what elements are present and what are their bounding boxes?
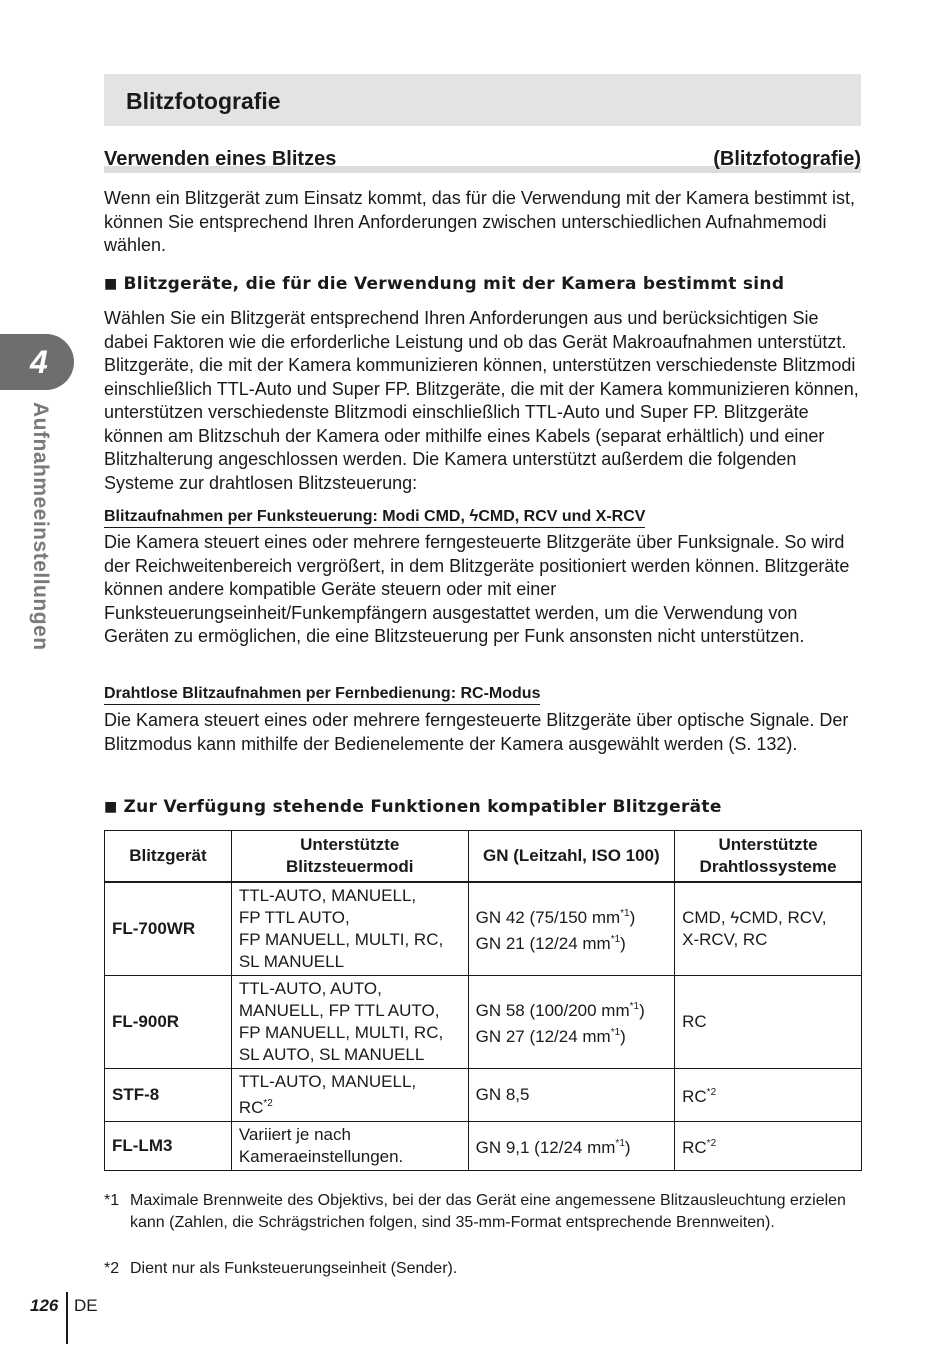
modes-cell: Variiert je nach Kameraeinstellungen.: [231, 1122, 468, 1171]
flash-compatibility-table: [104, 830, 862, 1171]
radio-control-paragraph: Die Kamera steuert eines oder mehrere ferngesteuerte Blitzgeräte über Funksignale. So wird der Reichweitenbereich vergrößert, in dem Blitzgeräte positioniert werden können. Blitzgeräte können andere kompatible Geräte steuern oder mit einer Funksteuerungseinheit/Funkempfängern ausgestattet werden, um die Verwendung von Geräten zu ermöglichen, die eine Blitzsteuerung per Funk ansonsten nicht unterstützen.: [104, 532, 850, 646]
model-cell: FL-700WR: [105, 882, 232, 976]
chapter-tab: [0, 334, 74, 390]
footnote-text: Dient nur als Funksteuerungseinheit (Sender).: [130, 1260, 458, 1277]
column-header-modes: Unterstützte Blitzsteuermodi: [231, 831, 468, 883]
subsection-heading-compatible-flashes: [104, 274, 784, 294]
column-header-model: Blitzgerät: [105, 831, 232, 883]
radio-control-heading: [104, 506, 645, 528]
section-title-right: (Blitzfotografie): [713, 148, 861, 170]
section-title-left: Verwenden eines Blitzes: [104, 148, 337, 170]
gn-cell: GN 58 (100/200 mm$^{*1}$) GN 27 (12/24 mm$^{*1}$): [468, 976, 675, 1069]
page-number-divider: [66, 1292, 68, 1344]
column-header-gn: GN (Leitzahl, ISO 100): [468, 831, 675, 883]
radio-control-heading-text-b: CMD, RCV und X-RCV: [478, 508, 646, 525]
wireless-cell: RC$^{*2}$: [675, 1122, 862, 1171]
wireless-cell: RC$^{*2}$: [675, 1069, 862, 1122]
table-row: [105, 976, 862, 1069]
gn-cell: GN 8,5: [468, 1069, 675, 1122]
square-bullet-icon: ■: [104, 276, 118, 292]
rc-mode-heading: Drahtlose Blitzaufnahmen per Fernbedienung: RC-Modus: [104, 685, 540, 705]
column-header-wireless: Unterstützte Drahtlossysteme: [675, 831, 862, 883]
table-row: [105, 882, 862, 976]
footnote-1: [104, 1190, 864, 1234]
page-language: DE: [74, 1296, 98, 1315]
rc-mode-paragraph: Die Kamera steuert eines oder mehrere ferngesteuerte Blitzgeräte über optische Signale. Der Blitzmodus kann mithilfe der Bedienelemente der Kamera ausgewählt werden (S. 132).: [104, 710, 849, 754]
model-cell: FL-900R: [105, 976, 232, 1069]
table-row: [105, 1069, 862, 1122]
square-bullet-icon: ■: [104, 799, 118, 815]
modes-cell: TTL-AUTO, AUTO, MANUELL, FP TTL AUTO, FP MANUELL, MULTI, RC, SL AUTO, SL MANUELL: [231, 976, 468, 1069]
radio-control-heading-text-a: Blitzaufnahmen per Funksteuerung: Modi CMD,: [104, 508, 470, 525]
lightning-bolt-icon: ϟ: [730, 908, 740, 927]
intro-paragraph: Wenn ein Blitzgerät zum Einsatz kommt, das für die Verwendung mit der Kamera bestimmt ist, können Sie entsprechend Ihren Anforderungen zwischen unterschiedlichen Aufnahmemodi wählen.: [104, 188, 855, 255]
page-number: 126: [30, 1296, 59, 1315]
modes-cell: TTL-AUTO, MANUELL, RC$^{*2}$: [231, 1069, 468, 1122]
model-cell: STF-8: [105, 1069, 232, 1122]
footnote-mark: *2: [104, 1260, 120, 1277]
compatible-flashes-paragraph: Wählen Sie ein Blitzgerät entsprechend Ihren Anforderungen aus und berücksichtigen Sie dabei Faktoren wie die erforderliche Leistung und ob das Gerät Makroaufnahmen unterstützt. Blitzgeräte, die mit der Kamera kommunizieren können, unterstützen verschiedenste Blitzmodi einschließlich TTL-Auto und Super FP. Blitzgeräte, die mit der Kamera kommunizieren können, unterstützen verschiedenste Blitzmodi einschließlich TTL-Auto und Super FP. Blitzgeräte können am Blitzschuh der Kamera oder mithilfe eines Kabels (separat erhältlich) und einer Blitzhalterung angeschlossen werden. Die Kamera unterstützt außerdem die folgenden Systeme zur drahtlosen Blitzsteuerung:: [104, 308, 859, 493]
lightning-bolt-icon: ϟ: [469, 506, 479, 525]
table-header-row: [105, 831, 862, 883]
chapter-number: 4: [30, 344, 48, 380]
subsection-heading-functions: [104, 797, 722, 817]
model-cell: FL-LM3: [105, 1122, 232, 1171]
section-title: [104, 148, 861, 174]
wireless-cell: RC: [675, 976, 862, 1069]
chapter-label: Aufnahmeeinstellungen: [29, 402, 52, 651]
gn-cell: GN 42 (75/150 mm$^{*1}$) GN 21 (12/24 mm$^{*1}$): [468, 882, 675, 976]
footnote-2: [104, 1258, 864, 1280]
subsection-heading-text: Zur Verfügung stehende Funktionen kompatibler Blitzgeräte: [123, 797, 722, 817]
modes-cell: TTL-AUTO, MANUELL, FP TTL AUTO, FP MANUELL, MULTI, RC, SL MANUELL: [231, 882, 468, 976]
footnote-mark: *1: [104, 1192, 120, 1209]
table-row: [105, 1122, 862, 1171]
page-title: Blitzfotografie: [126, 88, 281, 114]
chapter-header-bar: [104, 74, 861, 126]
footnote-text: Maximale Brennweite des Objektivs, bei der das Gerät eine angemessene Blitzausleuchtung erzielen kann (Zahlen, die Schrägstrichen folgen, sind 35-mm-Format entsprechende Brennweiten).: [130, 1192, 846, 1231]
subsection-heading-text: Blitzgeräte, die für die Verwendung mit der Kamera bestimmt sind: [123, 274, 785, 294]
wireless-cell: CMD, ϟCMD, RCV, X-RCV, RC: [675, 882, 862, 976]
gn-cell: GN 9,1 (12/24 mm$^{*1}$): [468, 1122, 675, 1171]
